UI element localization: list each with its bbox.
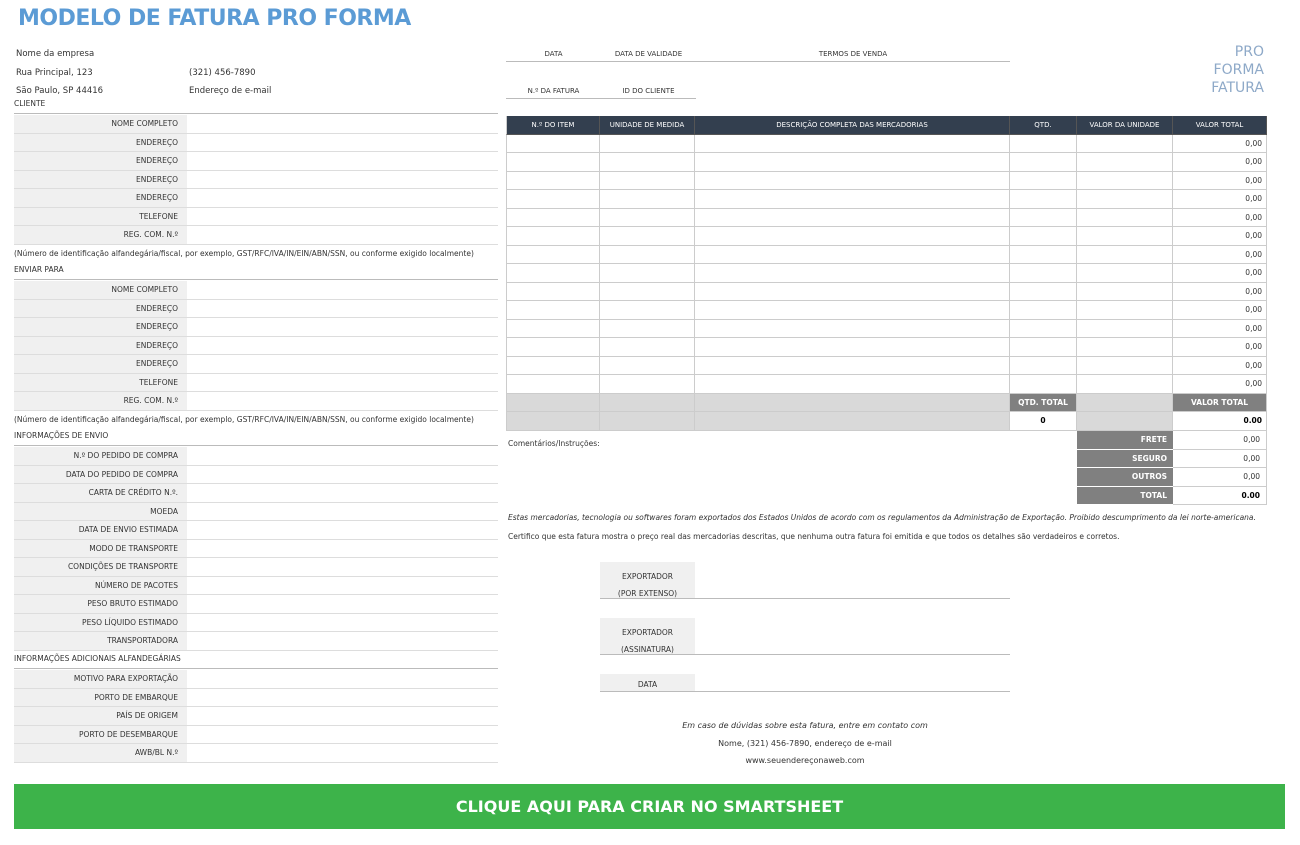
item-cell[interactable]	[695, 264, 1010, 283]
logo-line: PRO	[1234, 44, 1264, 60]
item-cell[interactable]	[506, 190, 600, 209]
ship_to-row	[14, 392, 498, 411]
customs-label: PAÍS DE ORIGEM	[14, 707, 187, 725]
item-cell[interactable]	[695, 172, 1010, 191]
customs-row	[14, 670, 498, 689]
client-field[interactable]	[187, 226, 498, 244]
client-label: ENDEREÇO	[14, 171, 187, 189]
item-cell[interactable]	[600, 227, 695, 246]
item-cell[interactable]	[1077, 190, 1173, 209]
grey-cell	[1077, 394, 1173, 413]
shipping-row	[14, 558, 498, 577]
grey-cell	[695, 394, 1010, 413]
customs-row	[14, 689, 498, 708]
ship_to-field[interactable]	[187, 300, 498, 318]
item-cell[interactable]	[506, 283, 600, 302]
ship_to-label: ENDEREÇO	[14, 337, 187, 355]
label: (ASSINATURA)	[621, 645, 674, 654]
item-cell[interactable]	[1010, 135, 1077, 154]
shipping-row	[14, 540, 498, 559]
client-id-label: ID DO CLIENTE	[601, 85, 696, 99]
item-cell[interactable]: 0,00	[1173, 320, 1267, 339]
shipping-field[interactable]	[187, 447, 498, 465]
item-cell[interactable]: 0,00	[1173, 153, 1267, 172]
item-row	[506, 190, 1267, 209]
item-cell[interactable]	[1077, 338, 1173, 357]
customs-row	[14, 744, 498, 763]
company-city: São Paulo, SP 44416	[16, 86, 104, 96]
shipping-field[interactable]	[187, 521, 498, 539]
item-cell[interactable]	[600, 375, 695, 394]
item-cell[interactable]	[600, 320, 695, 339]
customs-row	[14, 707, 498, 726]
client-field[interactable]	[187, 171, 498, 189]
shipping-label: PESO BRUTO ESTIMADO	[14, 595, 187, 613]
ship_to-row	[14, 337, 498, 356]
shipping-label: CONDIÇÕES DE TRANSPORTE	[14, 558, 187, 576]
item-cell[interactable]	[600, 264, 695, 283]
customs-field[interactable]	[187, 726, 498, 744]
item-cell[interactable]	[506, 357, 600, 376]
client-field[interactable]	[187, 208, 498, 226]
customs-field[interactable]	[187, 744, 498, 762]
ship_to-label: TELEFONE	[14, 374, 187, 392]
ship_to-row	[14, 374, 498, 393]
item-row	[506, 135, 1267, 154]
value-total: 0.00	[1173, 412, 1267, 431]
item-cell[interactable]	[1010, 209, 1077, 228]
item-cell[interactable]: 0,00	[1173, 135, 1267, 154]
shipping-field[interactable]	[187, 632, 498, 650]
summary-label: TOTAL	[1077, 487, 1173, 506]
item-cell[interactable]: 0,00	[1173, 209, 1267, 228]
shipping-section-title: INFORMAÇÕES DE ENVIO	[14, 430, 498, 446]
item-cell[interactable]	[1010, 301, 1077, 320]
item-cell[interactable]	[1077, 283, 1173, 302]
item-cell[interactable]	[695, 320, 1010, 339]
ship_to-row	[14, 281, 498, 300]
item-cell[interactable]	[1077, 227, 1173, 246]
ship_to-label: REG. COM. N.º	[14, 392, 187, 410]
item-cell[interactable]	[695, 227, 1010, 246]
totals-value-row	[506, 412, 1267, 431]
item-cell[interactable]	[600, 357, 695, 376]
item-cell[interactable]	[600, 135, 695, 154]
item-cell[interactable]	[1077, 246, 1173, 265]
ship_to-section-title: ENVIAR PARA	[14, 264, 498, 280]
shipping-field[interactable]	[187, 503, 498, 521]
item-cell[interactable]: 0,00	[1173, 172, 1267, 191]
shipping-row	[14, 521, 498, 540]
shipping-field[interactable]	[187, 614, 498, 632]
shipping-label: MOEDA	[14, 503, 187, 521]
item-cell[interactable]	[1010, 283, 1077, 302]
ship_to-field[interactable]	[187, 281, 498, 299]
totals-label-row	[506, 394, 1267, 413]
item-cell[interactable]	[1077, 375, 1173, 394]
client-field[interactable]	[187, 134, 498, 152]
summary-label: SEGURO	[1077, 450, 1173, 469]
item-cell[interactable]	[506, 264, 600, 283]
item-cell[interactable]	[1077, 172, 1173, 191]
grey-cell	[1077, 412, 1173, 431]
item-cell[interactable]: 0,00	[1173, 301, 1267, 320]
item-cell[interactable]	[1010, 357, 1077, 376]
summary-row	[1077, 431, 1267, 450]
item-cell[interactable]	[695, 301, 1010, 320]
item-cell[interactable]	[1077, 153, 1173, 172]
shipping-label: CARTA DE CRÉDITO N.º.	[14, 484, 187, 502]
item-row	[506, 246, 1267, 265]
shipping-label: MODO DE TRANSPORTE	[14, 540, 187, 558]
item-cell[interactable]	[1010, 338, 1077, 357]
item-cell[interactable]	[506, 209, 600, 228]
export-note: Estas mercadorias, tecnologia ou softwares foram exportados dos Estados Unidos de acordo com os regulamentos da Administração de Exportação. Proibido descumprimento da lei norte-americana.	[508, 513, 1256, 522]
item-cell[interactable]	[695, 190, 1010, 209]
page-title: MODELO DE FATURA PRO FORMA	[18, 6, 411, 31]
client-label: ENDEREÇO	[14, 134, 187, 152]
item-cell[interactable]	[695, 135, 1010, 154]
item-row	[506, 153, 1267, 172]
ship_to-label: ENDEREÇO	[14, 355, 187, 373]
ship_to-row	[14, 300, 498, 319]
column-header: VALOR TOTAL	[1173, 116, 1267, 135]
item-cell[interactable]	[1077, 264, 1173, 283]
ship_to-row	[14, 318, 498, 337]
client-row	[14, 208, 498, 227]
client-row	[14, 152, 498, 171]
item-cell[interactable]	[506, 153, 600, 172]
client-label: REG. COM. N.º	[14, 226, 187, 244]
item-cell[interactable]: 0,00	[1173, 357, 1267, 376]
summary-row	[1077, 468, 1267, 487]
summary-label: OUTROS	[1077, 468, 1173, 487]
shipping-label: PESO LÍQUIDO ESTIMADO	[14, 614, 187, 632]
shipping-row	[14, 484, 498, 503]
shipping-label: TRANSPORTADORA	[14, 632, 187, 650]
shipping-row	[14, 632, 498, 651]
item-cell[interactable]	[506, 172, 600, 191]
exporter-name-field[interactable]	[695, 562, 1010, 598]
valid-date-label: DATA DE VALIDADE	[601, 48, 696, 62]
item-cell[interactable]	[506, 227, 600, 246]
item-cell[interactable]	[506, 135, 600, 154]
item-cell[interactable]	[1010, 264, 1077, 283]
grey-cell	[506, 412, 600, 431]
item-row	[506, 375, 1267, 394]
customs-label: AWB/BL N.º	[14, 744, 187, 762]
customs-field[interactable]	[187, 707, 498, 725]
customs-field[interactable]	[187, 689, 498, 707]
item-cell[interactable]	[600, 190, 695, 209]
item-row	[506, 320, 1267, 339]
item-cell[interactable]	[1077, 357, 1173, 376]
ship_to-row	[14, 355, 498, 374]
column-header: N.º DO ITEM	[506, 116, 600, 135]
client-row	[14, 189, 498, 208]
client-label: ENDEREÇO	[14, 189, 187, 207]
item-cell[interactable]	[1010, 190, 1077, 209]
client-label: ENDEREÇO	[14, 152, 187, 170]
item-cell[interactable]	[1077, 320, 1173, 339]
exporter-signature-label	[600, 618, 695, 654]
item-cell[interactable]: 0,00	[1173, 283, 1267, 302]
signature-date-field[interactable]	[695, 674, 1010, 691]
ship_to-field[interactable]	[187, 337, 498, 355]
item-cell[interactable]	[1010, 320, 1077, 339]
terms-label: TERMOS DE VENDA	[696, 48, 1010, 62]
client-label: NOME COMPLETO	[14, 115, 187, 133]
label: EXPORTADOR	[622, 628, 673, 637]
item-cell[interactable]	[1010, 172, 1077, 191]
value-total-label: VALOR TOTAL	[1173, 394, 1267, 413]
contact-line: Em caso de dúvidas sobre esta fatura, entre em contato com	[682, 721, 928, 730]
summary-value[interactable]: 0,00	[1173, 431, 1267, 450]
item-cell[interactable]	[695, 338, 1010, 357]
grey-cell	[600, 412, 695, 431]
item-cell[interactable]: 0,00	[1173, 375, 1267, 394]
item-cell[interactable]: 0,00	[1173, 246, 1267, 265]
qty-total: 0	[1010, 412, 1077, 431]
tax-id-note: (Número de identificação alfandegária/fiscal, por exemplo, GST/RFC/IVA/IN/EIN/ABN/SSN, ou conforme exigido localmente)	[14, 248, 474, 258]
contact-website: www.seuendereçonaweb.com	[745, 756, 865, 765]
item-row	[506, 338, 1267, 357]
item-cell[interactable]: 0,00	[1173, 227, 1267, 246]
item-row	[506, 357, 1267, 376]
ship_to-field[interactable]	[187, 355, 498, 373]
client-row	[14, 134, 498, 153]
date-label: DATA	[506, 48, 601, 62]
item-row	[506, 227, 1267, 246]
item-cell[interactable]	[506, 338, 600, 357]
shipping-label: DATA DO PEDIDO DE COMPRA	[14, 466, 187, 484]
item-cell[interactable]	[1077, 209, 1173, 228]
shipping-field[interactable]	[187, 577, 498, 595]
exporter-signature-field[interactable]	[695, 618, 1010, 654]
shipping-row	[14, 447, 498, 466]
ship_to-label: NOME COMPLETO	[14, 281, 187, 299]
company-email: Endereço de e-mail	[189, 86, 272, 96]
invoice-no-label: N.º DA FATURA	[506, 85, 601, 99]
client-section-title: CLIENTE	[14, 98, 498, 114]
qty-total-label: QTD. TOTAL	[1010, 394, 1077, 413]
grey-cell	[695, 412, 1010, 431]
item-cell[interactable]: 0,00	[1173, 264, 1267, 283]
client-row	[14, 171, 498, 190]
shipping-field[interactable]	[187, 484, 498, 502]
item-cell[interactable]: 0,00	[1173, 190, 1267, 209]
item-row	[506, 172, 1267, 191]
grey-cell	[600, 394, 695, 413]
customs-label: PORTO DE EMBARQUE	[14, 689, 187, 707]
certify-note: Certifico que esta fatura mostra o preço real das mercadorias descritas, que nenhuma outra fatura foi emitida e que todos os detalhes são verdadeiros e corretos.	[508, 532, 1120, 541]
exporter-name-row	[600, 562, 1010, 599]
shipping-label: N.º DO PEDIDO DE COMPRA	[14, 447, 187, 465]
shipping-label: DATA DE ENVIO ESTIMADA	[14, 521, 187, 539]
shipping-field[interactable]	[187, 595, 498, 613]
company-street: Rua Principal, 123	[16, 68, 93, 78]
item-cell[interactable]	[695, 283, 1010, 302]
tax-id-note: (Número de identificação alfandegária/fiscal, por exemplo, GST/RFC/IVA/IN/EIN/ABN/SSN, ou conforme exigido localmente)	[14, 414, 474, 424]
item-row	[506, 209, 1267, 228]
item-cell[interactable]	[506, 375, 600, 394]
item-cell[interactable]	[695, 375, 1010, 394]
column-header: VALOR DA UNIDADE	[1077, 116, 1173, 135]
summary-value[interactable]: 0,00	[1173, 468, 1267, 487]
item-cell[interactable]	[1010, 227, 1077, 246]
item-cell[interactable]	[600, 301, 695, 320]
item-cell[interactable]	[1077, 135, 1173, 154]
shipping-field[interactable]	[187, 466, 498, 484]
customs-section-title: INFORMAÇÕES ADICIONAIS ALFANDEGÁRIAS	[14, 653, 498, 669]
create-in-smartsheet-button[interactable]: CLIQUE AQUI PARA CRIAR NO SMARTSHEET	[14, 784, 1285, 829]
signature-date-row	[600, 674, 1010, 692]
summary-value[interactable]: 0,00	[1173, 450, 1267, 469]
shipping-field[interactable]	[187, 540, 498, 558]
item-row	[506, 264, 1267, 283]
shipping-row	[14, 595, 498, 614]
ship_to-label: ENDEREÇO	[14, 300, 187, 318]
client-field[interactable]	[187, 189, 498, 207]
label: EXPORTADOR	[622, 572, 673, 581]
item-cell[interactable]	[695, 153, 1010, 172]
shipping-field[interactable]	[187, 558, 498, 576]
item-row	[506, 283, 1267, 302]
item-cell[interactable]	[506, 301, 600, 320]
item-cell[interactable]	[1077, 301, 1173, 320]
item-cell[interactable]	[600, 209, 695, 228]
item-cell[interactable]	[695, 357, 1010, 376]
item-cell[interactable]	[695, 246, 1010, 265]
item-cell[interactable]	[506, 246, 600, 265]
item-cell[interactable]	[600, 283, 695, 302]
item-row	[506, 301, 1267, 320]
client-row	[14, 115, 498, 134]
company-name: Nome da empresa	[16, 49, 95, 59]
item-cell[interactable]	[600, 246, 695, 265]
shipping-row	[14, 503, 498, 522]
client-row	[14, 226, 498, 245]
summary-row	[1077, 450, 1267, 469]
comments-label: Comentários/Instruções:	[508, 439, 600, 448]
contact-block	[600, 717, 1010, 770]
items-table	[506, 116, 1267, 431]
exporter-name-label	[600, 562, 695, 598]
client-field[interactable]	[187, 115, 498, 133]
item-cell[interactable]	[600, 338, 695, 357]
ship_to-field[interactable]	[187, 392, 498, 410]
logo-line: FORMA	[1213, 62, 1264, 78]
ship_to-field[interactable]	[187, 318, 498, 336]
column-header: QTD.	[1010, 116, 1077, 135]
items-header-row	[506, 116, 1267, 135]
customs-label: MOTIVO PARA EXPORTAÇÃO	[14, 670, 187, 688]
ship_to-field[interactable]	[187, 374, 498, 392]
summary-label: FRETE	[1077, 431, 1173, 450]
shipping-row	[14, 577, 498, 596]
item-cell[interactable]	[695, 209, 1010, 228]
summary-value: 0.00	[1173, 487, 1267, 506]
signature-date-label: DATA	[600, 674, 695, 691]
column-header: DESCRIÇÃO COMPLETA DAS MERCADORIAS	[695, 116, 1010, 135]
contact-line: Nome, (321) 456-7890, endereço de e-mail	[718, 738, 892, 748]
column-header: UNIDADE DE MEDIDA	[600, 116, 695, 135]
label: (POR EXTENSO)	[617, 589, 678, 598]
item-cell[interactable]: 0,00	[1173, 338, 1267, 357]
item-cell[interactable]	[1010, 153, 1077, 172]
item-cell[interactable]	[506, 320, 600, 339]
customs-field[interactable]	[187, 670, 498, 688]
item-cell[interactable]	[600, 172, 695, 191]
customs-label: PORTO DE DESEMBARQUE	[14, 726, 187, 744]
summary-row	[1077, 487, 1267, 506]
item-cell[interactable]	[1010, 375, 1077, 394]
client-label: TELEFONE	[14, 208, 187, 226]
exporter-signature-row	[600, 618, 1010, 655]
logo-text	[1211, 43, 1264, 97]
client-field[interactable]	[187, 152, 498, 170]
company-phone: (321) 456-7890	[189, 68, 256, 78]
item-cell[interactable]	[600, 153, 695, 172]
customs-row	[14, 726, 498, 745]
item-cell[interactable]	[1010, 246, 1077, 265]
grey-cell	[506, 394, 600, 413]
shipping-row	[14, 614, 498, 633]
shipping-row	[14, 466, 498, 485]
logo-line: FATURA	[1211, 80, 1264, 96]
shipping-label: NÚMERO DE PACOTES	[14, 577, 187, 595]
ship_to-label: ENDEREÇO	[14, 318, 187, 336]
